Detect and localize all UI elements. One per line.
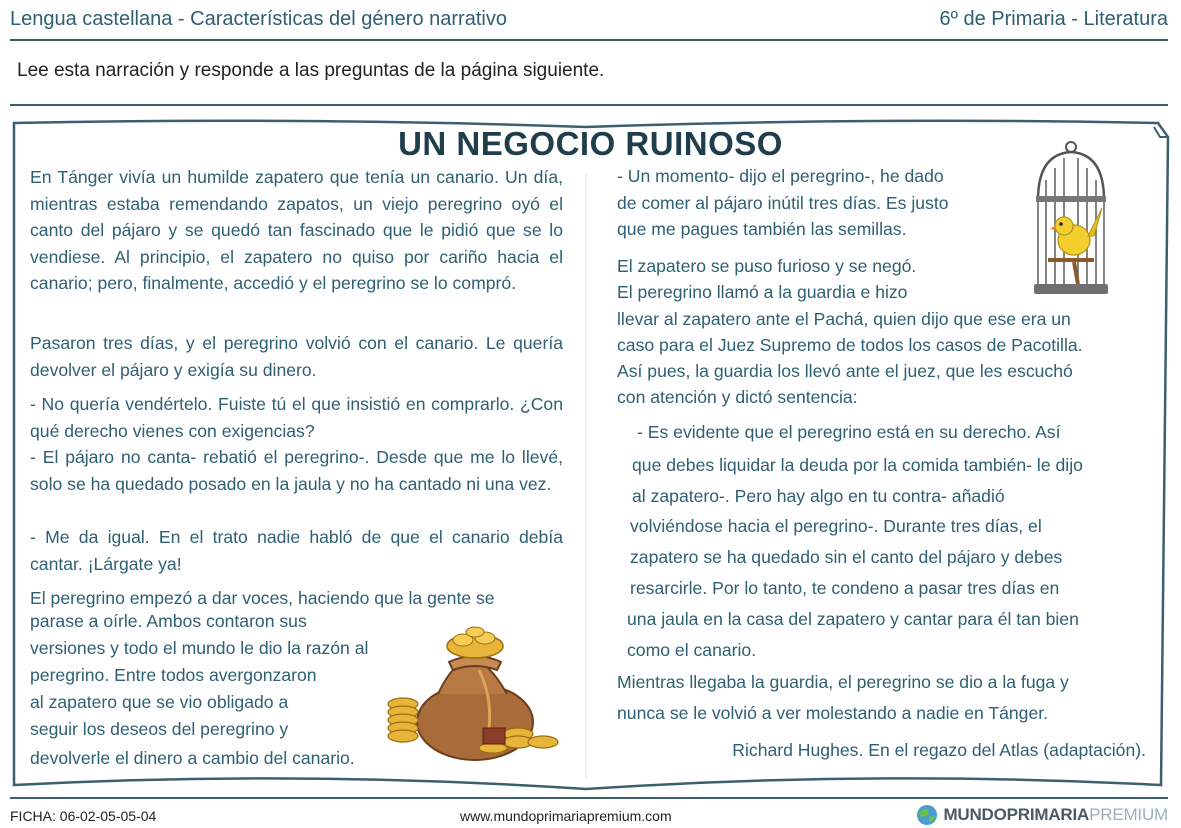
story-title: UN NEGOCIO RUINOSO — [398, 125, 783, 162]
globe-icon — [916, 804, 938, 826]
story-line: El peregrino llamó a la guardia e hizo — [617, 282, 908, 302]
story-line: versiones y todo el mundo le dio la razón al — [30, 638, 369, 658]
source-credit: Richard Hughes. En el regazo del Atlas (adaptación). — [732, 740, 1146, 760]
instruction-text: Lee esta narración y responde a las preguntas de la página siguiente. — [17, 60, 605, 81]
header-divider — [10, 39, 1168, 41]
instruction-divider — [10, 104, 1168, 106]
dialogue-paragraph: - Me da igual. En el trato nadie habló de que el canario debía cantar. ¡Lárgate ya! — [30, 527, 563, 574]
story-line: llevar al zapatero ante el Pachá, quien dijo que ese era un — [617, 309, 1071, 329]
story-line: parase a oírle. Ambos contaron sus — [30, 611, 307, 631]
story-line: nunca se le volvió a ver molestando a nadie en Tánger. — [617, 703, 1049, 723]
dialogue-line: volviéndose hacia el peregrino-. Durante tres días, el — [630, 516, 1042, 536]
dialogue-line: zapatero se ha quedado sin el canto del pájaro y debes — [630, 547, 1063, 567]
brand-logo — [916, 804, 1168, 826]
story-line: caso para el Juez Supremo de todos los casos de Pacotilla. — [617, 335, 1083, 355]
story-line: de comer al pájaro inútil tres días. Es justo — [617, 193, 949, 213]
dialogue-paragraph: - El pájaro no canta- rebatió el peregrino-. Desde que me lo llevé, solo se ha quedado posado en la jaula y no ha cantado ni una vez. — [30, 447, 563, 494]
birdcage-icon — [1030, 140, 1112, 298]
story-line: - Un momento- dijo el peregrino-, he dado — [617, 166, 944, 186]
story-line: seguir los deseos del peregrino y — [30, 719, 289, 739]
money-bag-icon — [383, 622, 565, 762]
dialogue-paragraph: - No quería vendértelo. Fuiste tú el que insistió en comprarlo. ¿Con qué derecho vienes con exigencias? — [30, 394, 563, 441]
story-line: Mientras llegaba la guardia, el peregrino se dio a la fuga y — [617, 672, 1069, 692]
story-paragraph: El peregrino empezó a dar voces, haciendo que la gente se — [30, 588, 495, 608]
grade-label: 6º de Primaria - Literatura — [939, 8, 1168, 30]
dialogue-line: que debes liquidar la deuda por la comida también- le dijo — [632, 455, 1083, 475]
footer-divider — [10, 797, 1168, 799]
story-line: que me pagues también las semillas. — [617, 219, 907, 239]
story-line: al zapatero que se vio obligado a — [30, 692, 289, 712]
story-line: El zapatero se puso furioso y se negó. — [617, 256, 917, 276]
dialogue-line: como el canario. — [627, 640, 757, 660]
logo-main-text: MUNDOPRIMARIA — [943, 805, 1090, 824]
story-paragraph: En Tánger vivía un humilde zapatero que tenía un canario. Un día, mientras estaba remendando zapatos, un viejo peregrino oyó el canto del pájaro y se quedó tan fascinado que le pidió que se lo vendiese. Al principio, el zapatero no quiso por cariño hacia el canario; pero, finalmente, accedió y el peregrino se lo compró. — [30, 167, 563, 293]
story-paragraph: Pasaron tres días, y el peregrino volvió con el canario. Le quería devolver el pájaro y exigía su dinero. — [30, 333, 563, 380]
page-header — [10, 8, 1168, 34]
dialogue-line: al zapatero-. Pero hay algo en tu contra- añadió — [632, 486, 1005, 506]
dialogue-line: una jaula en la casa del zapatero y cantar para él tan bien — [627, 609, 1079, 629]
subject-title: Lengua castellana - Características del género narrativo — [10, 8, 507, 30]
dialogue-line: resarcirle. Por lo tanto, te condeno a pasar tres días en — [630, 578, 1060, 598]
ficha-code: FICHA: 06-02-05-05-04 — [10, 808, 157, 824]
dialogue-line: - Es evidente que el peregrino está en su derecho. Así — [637, 422, 1061, 442]
logo-premium-text: PREMIUM — [1089, 805, 1168, 824]
story-line: peregrino. Entre todos avergonzaron — [30, 665, 317, 685]
story-line: con atención y dictó sentencia: — [617, 387, 858, 407]
story-line: Así pues, la guardia los llevó ante el juez, que les escuchó — [617, 361, 1073, 381]
story-line: devolverle el dinero a cambio del canario. — [30, 748, 355, 768]
website-link[interactable]: www.mundoprimariapremium.com — [460, 808, 672, 824]
